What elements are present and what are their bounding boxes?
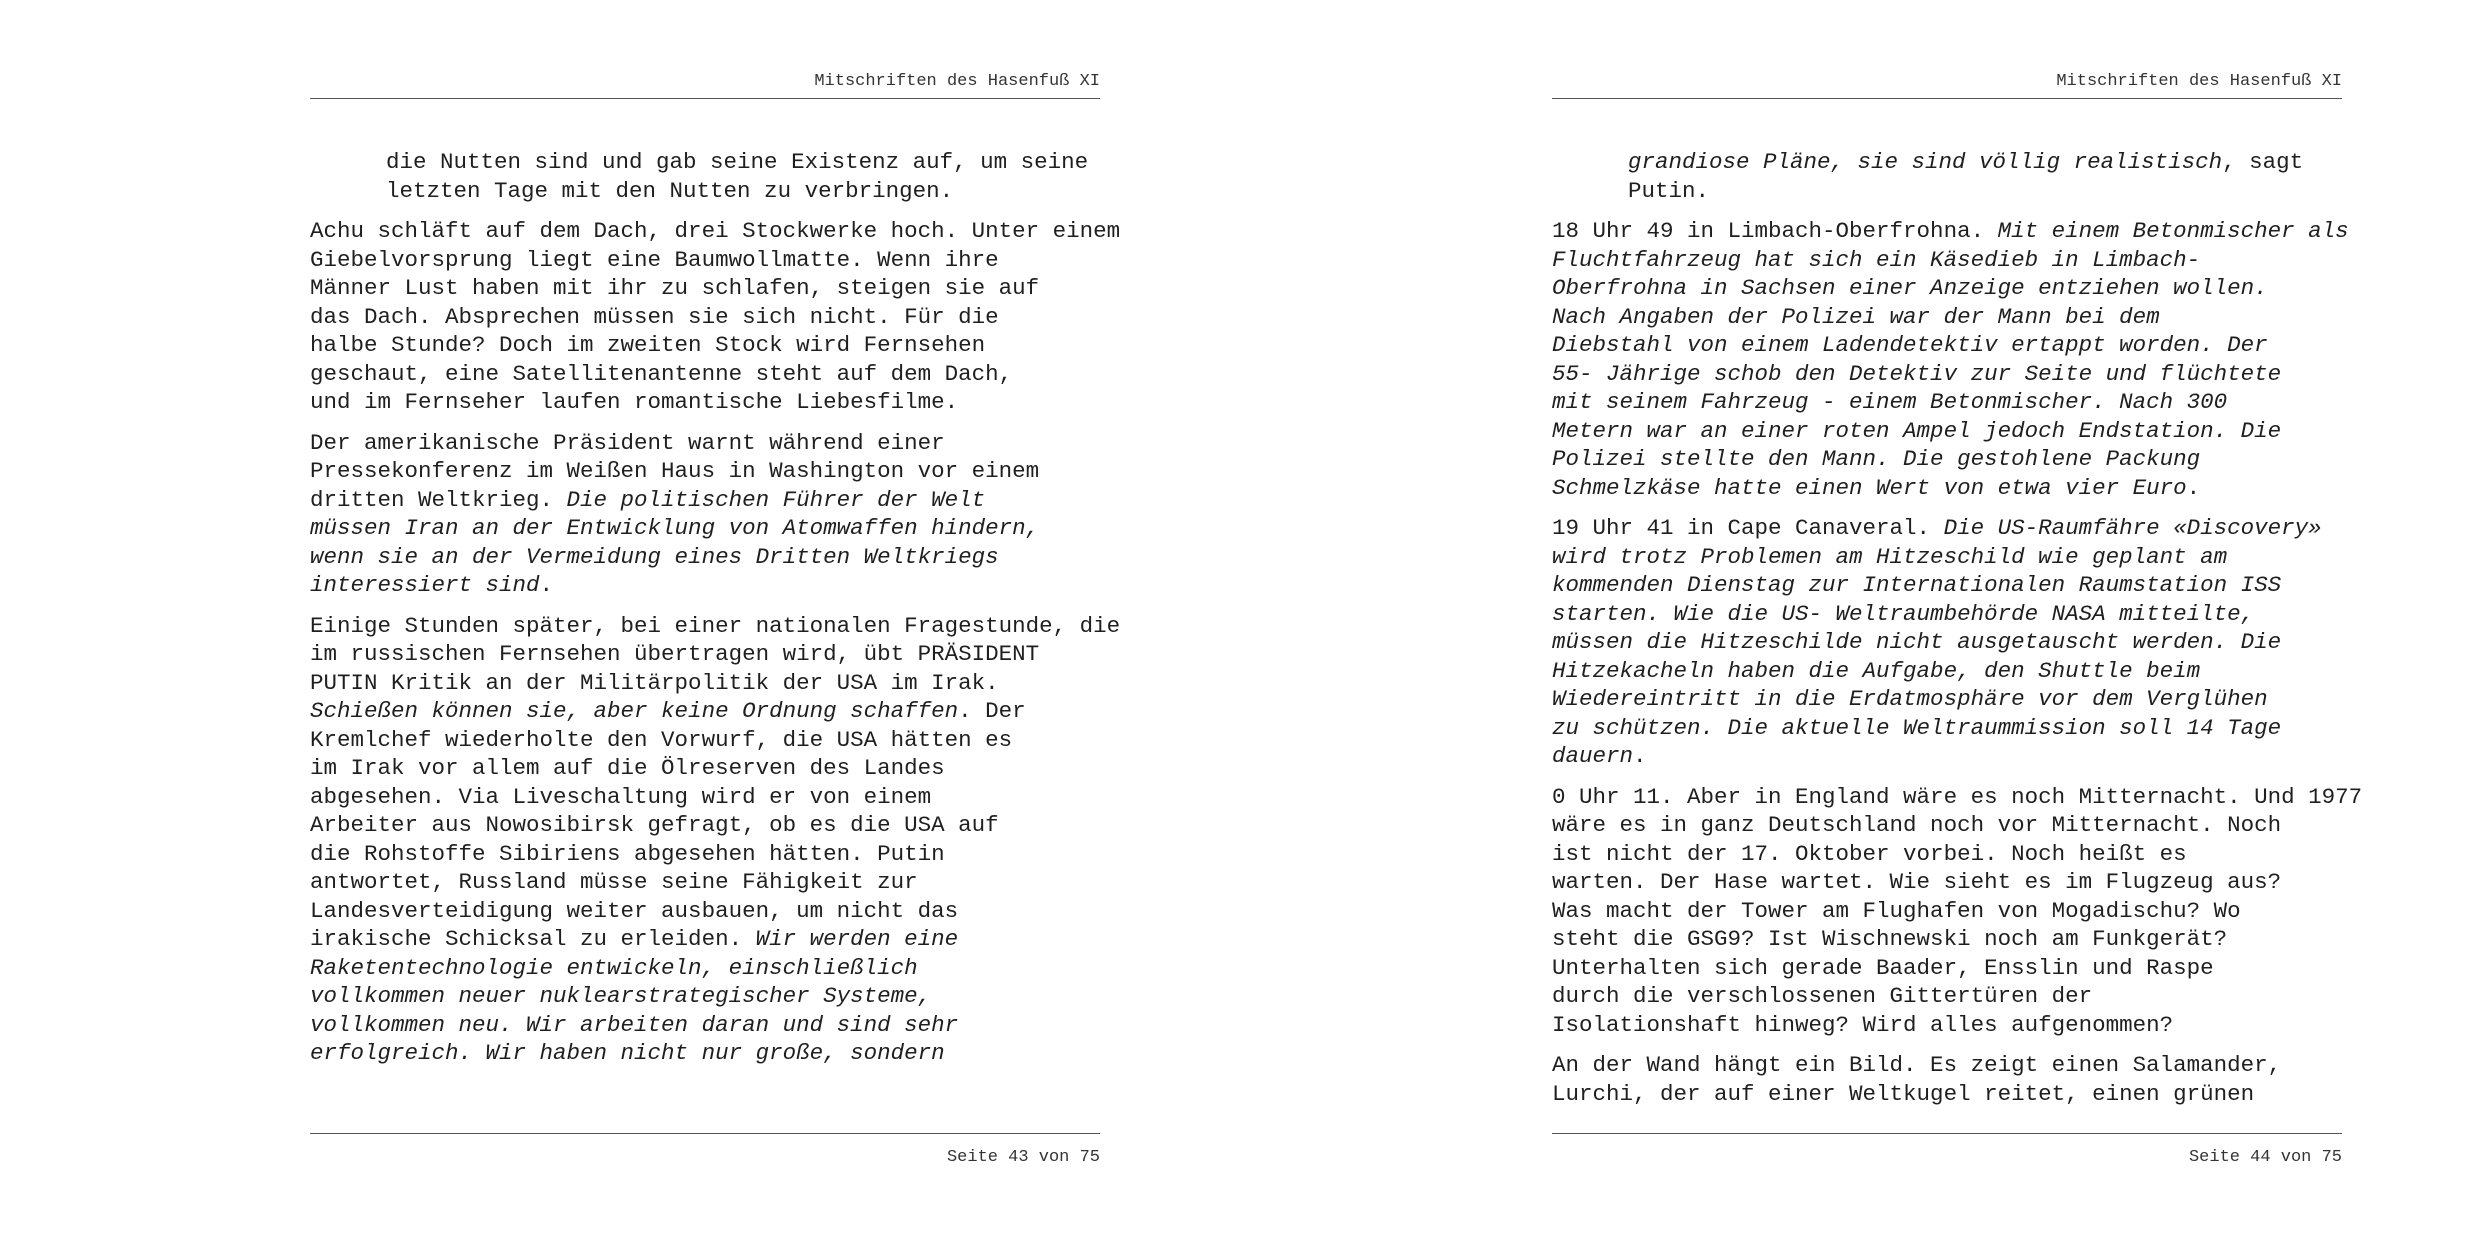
text-run: 18 Uhr 49 in Limbach-Oberfrohna. [1552, 218, 1998, 244]
text-line [1552, 628, 2342, 657]
text-run: PUTIN Kritik an der Militärpolitik der USA im Irak. [310, 669, 999, 696]
text-run: Kremlchef wiederholte den Vorwurf, die USA hätten es [310, 726, 1013, 753]
running-header: Mitschriften des Hasenfuß XI [2056, 72, 2342, 91]
text-run: An der Wand hängt ein Bild. Es zeigt einen Salamander, [1552, 1052, 2282, 1078]
text-run: Putin. [1628, 177, 1710, 204]
text-line [386, 148, 1100, 177]
text-run: 0 Uhr 11. Aber in England wäre es noch Mitternacht. Und 1977 [1552, 783, 2363, 810]
paragraph [1552, 1051, 2342, 1108]
text-run: im Irak vor allem auf die Ölreserven des Landes [310, 755, 945, 781]
italic-quote: Hitzekacheln haben die Aufgabe, den Shuttle beim [1552, 657, 2201, 684]
text-line [1552, 657, 2342, 686]
text-line [310, 246, 1100, 275]
text-line [310, 640, 1100, 669]
paragraph [1552, 514, 2342, 771]
italic-quote: Wiedereintritt in die Erdatmosphäre vor dem Verglühen [1552, 686, 2268, 712]
italic-quote: müssen Iran an der Entwicklung von Atomwaffen hindern, [310, 515, 1040, 541]
text-run: Lurchi, der auf einer Weltkugel reitet, einen grünen [1552, 1080, 2255, 1107]
italic-quote: interessiert sind [310, 572, 540, 598]
italic-quote: müssen die Hitzeschilde nicht ausgetauscht werden. Die [1552, 629, 2282, 655]
text-run: Unterhalten sich gerade Baader, Ensslin und Raspe [1552, 954, 2214, 981]
text-line [310, 331, 1100, 360]
text-line [1552, 360, 2342, 389]
text-line [1552, 783, 2363, 812]
footer-rule [310, 1133, 1100, 1134]
text-run: Giebelvorsprung liegt eine Baumwollmatte. Wenn ihre [310, 246, 999, 273]
text-line [1552, 417, 2342, 446]
text-run: irakische Schicksal zu erleiden. [310, 926, 756, 952]
italic-quote: Diebstahl von einem Ladendetektiv ertappt worden. Der [1552, 332, 2268, 358]
italic-quote: grandiose Pläne, sie sind völlig realistisch [1628, 149, 2223, 175]
text-run: durch die verschlossenen Gittertüren der [1552, 983, 2093, 1009]
text-run: im russischen Fernsehen übertragen wird, übt PRÄSIDENT [310, 641, 1040, 667]
italic-quote: erfolgreich. Wir haben nicht nur große, sondern [310, 1040, 945, 1066]
text-line [310, 1039, 1100, 1068]
text-run: antwortet, Russland müsse seine Fähigkeit zur [310, 869, 918, 895]
text-line [1552, 840, 2342, 869]
footer-rule [1552, 1133, 2342, 1134]
italic-quote: Oberfrohna in Sachsen einer Anzeige entziehen wollen. [1552, 275, 2268, 301]
text-line [310, 360, 1100, 389]
text-line [310, 726, 1100, 755]
text-run: 19 Uhr 41 in Cape Canaveral. [1552, 515, 1944, 541]
paragraph-continuation [1552, 148, 2342, 205]
text-run: steht die GSG9? Ist Wischnewski noch am Funkgerät? [1552, 926, 2228, 952]
paragraph [310, 217, 1121, 417]
text-line [310, 868, 1100, 897]
page-body [310, 148, 1121, 1080]
text-run: geschaut, eine Satellitenantenne steht auf dem Dach, [310, 360, 1013, 387]
text-run: Der amerikanische Präsident warnt während einer [310, 429, 945, 456]
text-line [310, 457, 1100, 486]
text-line [1552, 217, 2349, 246]
text-line [310, 897, 1100, 926]
text-run: ist nicht der 17. Oktober vorbei. Noch heißt es [1552, 840, 2187, 867]
text-run: Landesverteidigung weiter ausbauen, um nicht das [310, 897, 959, 924]
italic-quote: Fluchtfahrzeug hat sich ein Käsedieb in Limbach- [1552, 246, 2201, 273]
text-run: und im Fernseher laufen romantische Liebesfilme. [310, 389, 959, 415]
italic-quote: vollkommen neuer nuklearstrategischer Systeme, [310, 983, 932, 1009]
page-number: Seite 43 von 75 [946, 1148, 1100, 1167]
text-line [310, 514, 1100, 543]
italic-quote: wird trotz Problemen am Hitzeschild wie geplant am [1552, 543, 2228, 570]
text-line [310, 925, 1100, 954]
text-line [1552, 1080, 2342, 1109]
text-run: die Nutten sind und gab seine Existenz auf, um seine [386, 149, 1089, 175]
text-line [1628, 148, 2342, 177]
header-rule [1552, 98, 2342, 99]
text-line [310, 811, 1100, 840]
text-line [310, 840, 1100, 869]
text-line [310, 274, 1100, 303]
text-run: Isolationshaft hinweg? Wird alles aufgenommen? [1552, 1011, 2174, 1038]
text-line [1552, 742, 2342, 771]
text-line [310, 954, 1100, 983]
text-run: Männer Lust haben mit ihr zu schlafen, steigen sie auf [310, 275, 1040, 301]
italic-quote: wenn sie an der Vermeidung eines Dritten Weltkriegs [310, 543, 999, 570]
text-run: halbe Stunde? Doch im zweiten Stock wird Fernsehen [310, 332, 986, 358]
italic-quote: Wir werden eine [755, 926, 959, 952]
text-run: warten. Der Hase wartet. Wie sieht es im Flugzeug aus? [1552, 869, 2282, 895]
text-line [310, 754, 1100, 783]
text-line [310, 543, 1100, 572]
italic-quote: Schmelzkäse hatte einen Wert von etwa vier Euro [1552, 474, 2187, 501]
text-line [1552, 331, 2342, 360]
text-run: dritten Weltkrieg. [310, 486, 567, 513]
text-line [310, 429, 1100, 458]
paragraph [310, 429, 1100, 600]
text-line [1552, 925, 2342, 954]
text-line [1552, 714, 2342, 743]
left-page [310, 0, 1121, 1240]
text-run: Achu schläft auf dem Dach, drei Stockwerke hoch. Unter einem [310, 218, 1121, 244]
text-run: . [2186, 474, 2201, 501]
text-line [1552, 514, 2342, 543]
text-line [310, 571, 1100, 600]
text-run: . Der [958, 698, 1026, 724]
text-run: Arbeiter aus Nowosibirsk gefragt, ob es die USA auf [310, 812, 999, 838]
text-line [1552, 543, 2342, 572]
text-line [1552, 811, 2342, 840]
italic-quote: Nach Angaben der Polizei war der Mann bei dem [1552, 303, 2160, 330]
text-line [1552, 600, 2342, 629]
italic-quote: Die US-Raumfähre «Discovery» [1943, 515, 2322, 541]
italic-quote: Raketentechnologie entwickeln, einschließlich [310, 954, 918, 981]
text-run: Einige Stunden später, bei einer nationalen Fragestunde, die [310, 612, 1121, 639]
italic-quote: dauern [1552, 743, 1634, 769]
italic-quote: Metern war an einer roten Ampel jedoch Endstation. Die [1552, 417, 2282, 444]
text-line [1628, 177, 2342, 206]
page-number: Seite 44 von 75 [2188, 1148, 2342, 1167]
header-rule [310, 98, 1100, 99]
text-line [1552, 445, 2342, 474]
paragraph [310, 612, 1121, 1068]
italic-quote: zu schützen. Die aktuelle Weltraummission soll 14 Tage [1552, 714, 2282, 741]
text-run: . [539, 572, 554, 598]
running-header: Mitschriften des Hasenfuß XI [814, 72, 1100, 91]
text-line [386, 177, 1100, 206]
italic-quote: starten. Wie die US- Weltraumbehörde NASA mitteilte, [1552, 600, 2255, 627]
text-run: letzten Tage mit den Nutten zu verbringen. [386, 177, 954, 204]
text-line [310, 783, 1100, 812]
text-line [310, 982, 1100, 1011]
text-run: Was macht der Tower am Flughafen von Mogadischu? Wo [1552, 897, 2241, 924]
italic-quote: kommenden Dienstag zur Internationalen Raumstation ISS [1552, 572, 2282, 598]
text-line [1552, 571, 2342, 600]
text-line [310, 217, 1121, 246]
text-line [1552, 982, 2342, 1011]
italic-quote: Polizei stellte den Mann. Die gestohlene Packung [1552, 446, 2201, 472]
page-body [1552, 148, 2363, 1120]
paragraph [1552, 783, 2363, 1040]
text-run: . [1633, 743, 1647, 769]
italic-quote: 55- Jährige schob den Detektiv zur Seite und flüchtete [1552, 360, 2282, 387]
italic-quote: Mit einem Betonmischer als [1997, 218, 2349, 244]
right-page [1552, 0, 2363, 1240]
text-line [1552, 868, 2342, 897]
text-line [1552, 303, 2342, 332]
italic-quote: Die politischen Führer der Welt [566, 486, 986, 513]
text-line [310, 303, 1100, 332]
text-line [1552, 388, 2342, 417]
text-run: wäre es in ganz Deutschland noch vor Mitternacht. Noch [1552, 812, 2282, 838]
paragraph [1552, 217, 2349, 502]
text-line [310, 669, 1100, 698]
text-line [1552, 1051, 2342, 1080]
text-line [1552, 274, 2342, 303]
text-line [310, 1011, 1100, 1040]
text-line [1552, 954, 2342, 983]
text-line [310, 388, 1100, 417]
text-run: , sagt [2222, 149, 2304, 175]
italic-quote: vollkommen neu. Wir arbeiten daran und sind sehr [310, 1011, 959, 1038]
text-line [1552, 897, 2342, 926]
paragraph-continuation [310, 148, 1100, 205]
text-run: das Dach. Absprechen müssen sie sich nicht. Für die [310, 303, 999, 330]
text-line [310, 486, 1100, 515]
text-run: Pressekonferenz im Weißen Haus in Washington vor einem [310, 458, 1040, 484]
text-run: abgesehen. Via Liveschaltung wird er von einem [310, 783, 932, 810]
text-line [1552, 685, 2342, 714]
italic-quote: Schießen können sie, aber keine Ordnung schaffen [310, 698, 959, 724]
text-line [1552, 474, 2342, 503]
text-line [1552, 246, 2342, 275]
text-line [310, 697, 1100, 726]
text-line [310, 612, 1121, 641]
italic-quote: mit seinem Fahrzeug - einem Betonmischer. Nach 300 [1552, 389, 2228, 415]
text-run: die Rohstoffe Sibiriens abgesehen hätten. Putin [310, 840, 945, 867]
text-line [1552, 1011, 2342, 1040]
